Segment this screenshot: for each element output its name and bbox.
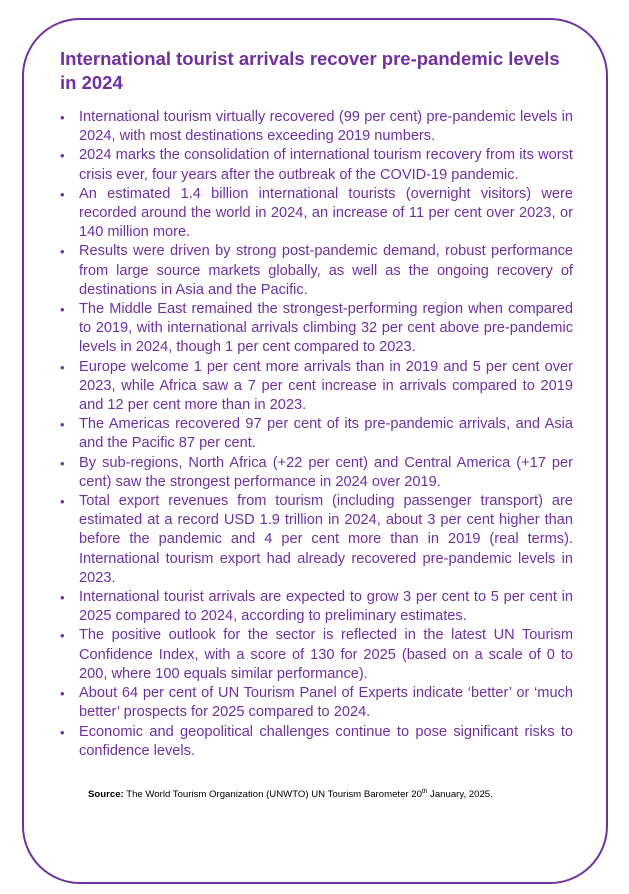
source-note bbox=[88, 788, 568, 802]
list-item bbox=[60, 358, 573, 416]
bullet-text: About 64 per cent of UN Tourism Panel of Experts indicate ‘better’ or ‘much better’ prospects for 2025 compared to 2024. bbox=[79, 685, 573, 721]
bullet-icon: • bbox=[60, 686, 65, 702]
list-item bbox=[60, 492, 573, 588]
list-item bbox=[60, 242, 573, 300]
page-title: International tourist arrivals recover pre-pandemic levels in 2024 bbox=[60, 48, 560, 93]
bullet-text: The Middle East remained the strongest-performing region when compared to 2019, with international arrivals climbing 32 per cent above pre-pandemic levels in 2024, though 1 per cent compared to 2023. bbox=[79, 301, 573, 356]
source-superscript: th bbox=[421, 787, 428, 795]
bullet-icon: • bbox=[60, 148, 65, 164]
bullet-text: Results were driven by strong post-pandemic demand, robust performance from large source markets globally, as well as the ongoing recovery of destinations in Asia and the Pacific. bbox=[79, 243, 573, 298]
bullet-icon: • bbox=[60, 186, 65, 202]
bullet-list bbox=[60, 108, 573, 761]
bullet-text: By sub-regions, North Africa (+22 per cent) and Central America (+17 per cent) saw the strongest performance in 2024 over 2019. bbox=[79, 454, 573, 490]
bullet-text: International tourist arrivals are expected to grow 3 per cent to 5 per cent in 2025 compared to 2024, according to preliminary estimates. bbox=[79, 589, 573, 625]
bullet-icon: • bbox=[60, 302, 65, 318]
source-text-end: January, 2025. bbox=[427, 789, 493, 800]
list-item bbox=[60, 588, 573, 626]
bullet-icon: • bbox=[60, 724, 65, 740]
list-item bbox=[60, 626, 573, 684]
bullet-text: International tourism virtually recovered (99 per cent) pre-pandemic levels in 2024, with most destinations exceeding 2019 numbers. bbox=[79, 109, 573, 145]
bullet-text: 2024 marks the consolidation of international tourism recovery from its worst crisis ever, four years after the outbreak of the COVID-19 pandemic. bbox=[79, 147, 573, 183]
list-item bbox=[60, 185, 573, 243]
bullet-text: The positive outlook for the sector is reflected in the latest UN Tourism Confidence Index, with a score of 130 for 2025 (based on a scale of 0 to 200, where 100 equals similar performance). bbox=[79, 627, 573, 682]
source-text: The World Tourism Organization (UNWTO) UN Tourism Barometer 20 bbox=[123, 789, 422, 800]
bullet-icon: • bbox=[60, 417, 65, 433]
bullet-text: Total export revenues from tourism (including passenger transport) are estimated at a record USD 1.9 trillion in 2024, about 3 per cent higher than before the pandemic and 4 per cent more than in 2019 (real terms). International tourism export had already recovered pre-pandemic levels in 2023. bbox=[79, 493, 573, 586]
list-item bbox=[60, 146, 573, 184]
bullet-text: Economic and geopolitical challenges continue to pose significant risks to confidence levels. bbox=[79, 723, 573, 759]
bullet-icon: • bbox=[60, 359, 65, 375]
bullet-icon: • bbox=[60, 244, 65, 260]
list-item bbox=[60, 684, 573, 722]
bullet-icon: • bbox=[60, 590, 65, 606]
bullet-icon: • bbox=[60, 628, 65, 644]
list-item bbox=[60, 300, 573, 358]
bullet-icon: • bbox=[60, 110, 65, 125]
bullet-icon: • bbox=[60, 494, 65, 510]
bullet-text: An estimated 1.4 billion international tourists (overnight visitors) were recorded around the world in 2024, an increase of 11 per cent over 2023, or 140 million more. bbox=[79, 185, 573, 241]
list-item bbox=[60, 108, 573, 146]
source-label: Source: bbox=[88, 789, 124, 800]
list-item bbox=[60, 415, 573, 453]
bullet-icon: • bbox=[60, 455, 65, 471]
list-item bbox=[60, 723, 573, 761]
bullet-text: The Americas recovered 97 per cent of its pre-pandemic arrivals, and Asia and the Pacific 87 per cent. bbox=[79, 416, 573, 452]
bullet-text: Europe welcome 1 per cent more arrivals than in 2019 and 5 per cent over 2023, while Africa saw a 7 per cent increase in arrivals compared to 2019 and 12 per cent more than in 2023. bbox=[79, 358, 573, 414]
list-item bbox=[60, 454, 573, 492]
